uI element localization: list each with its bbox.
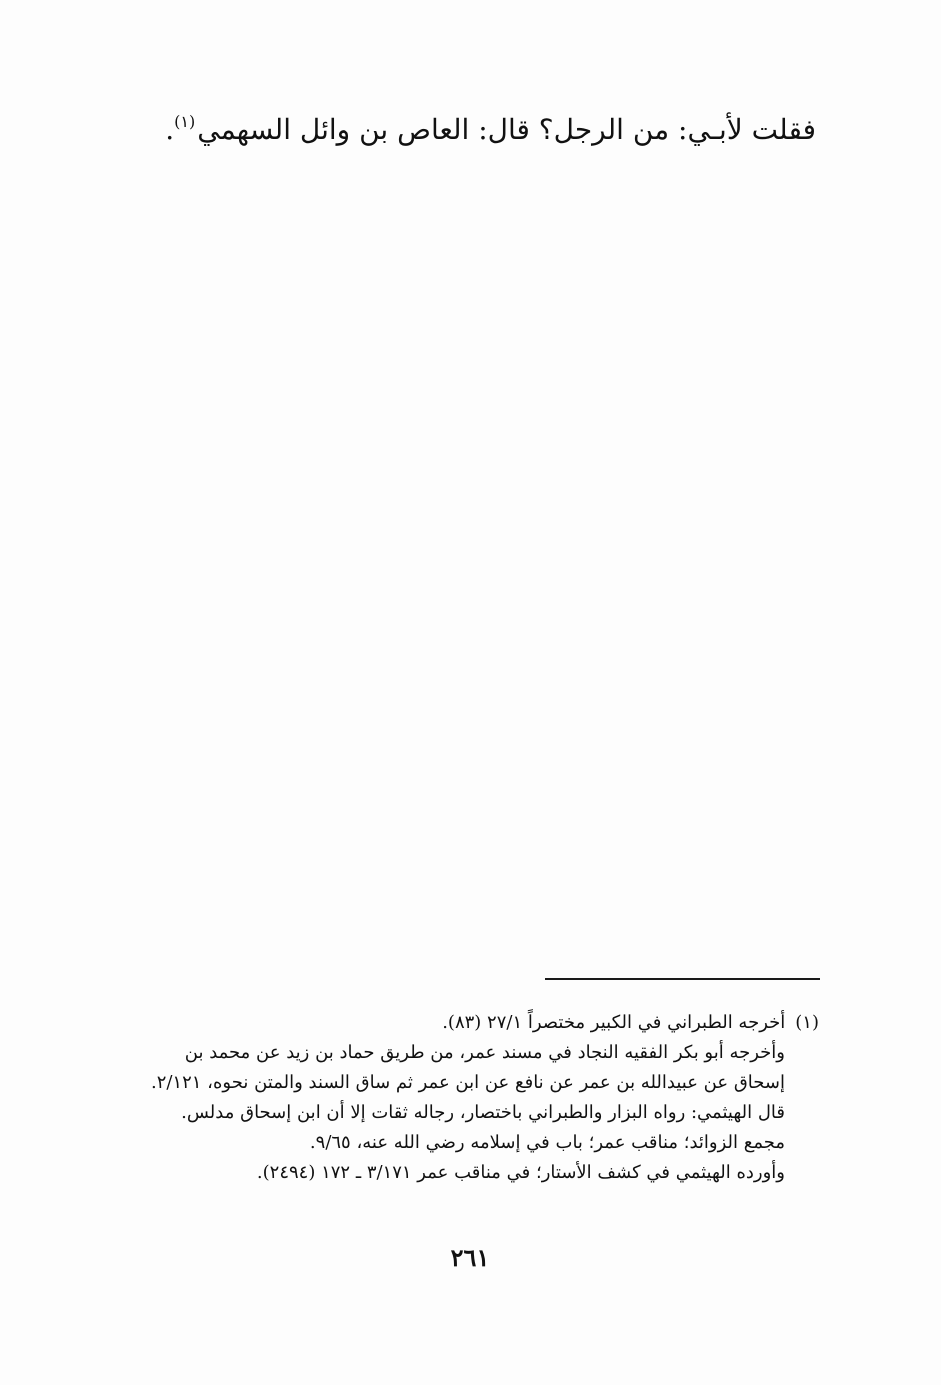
footnote-text: وأورده الهيثمي في كشف الأستار؛ في مناقب عمر ٣/١٧١ ـ ١٧٢ (٢٤٩٤). <box>256 1162 785 1183</box>
footnote-text: إسحاق عن عبيدالله بن عمر عن نافع عن ابن عمر ثم ساق السند والمتن نحوه، ٢/١٢١. <box>150 1072 785 1093</box>
footnote-number: (١) <box>795 1012 819 1033</box>
main-text-line <box>96 98 816 154</box>
footnote-line-4 <box>119 1098 819 1128</box>
footnote-line-3 <box>119 1068 819 1098</box>
footnote-text: قال الهيثمي: رواه البزار والطبراني باختصار، رجاله ثقات إلا أن ابن إسحاق مدلس. <box>181 1102 785 1123</box>
footnote-reference: (١) <box>174 112 196 131</box>
footnote-line-6 <box>119 1158 819 1188</box>
main-text: فقلت لأبـي: من الرجل؟ قال: العاص بن وائل السهمي <box>197 113 816 146</box>
footnote-line-5 <box>119 1128 819 1158</box>
page-number: ٢٦١ <box>450 1243 490 1272</box>
main-text-period: . <box>165 113 175 146</box>
footnote-line-2 <box>119 1038 819 1068</box>
footnote-text: أخرجه الطبراني في الكبير مختصراً ٢٧/١ (٨٣). <box>442 1012 786 1033</box>
footnote-separator <box>545 978 820 980</box>
footnote-line-1 <box>119 1008 819 1038</box>
footnote-text: وأخرجه أبو بكر الفقيه النجاد في مسند عمر، من طريق حماد بن زيد عن محمد بن <box>184 1042 785 1063</box>
footnotes-block <box>119 1008 819 1188</box>
footnote-text: مجمع الزوائد؛ مناقب عمر؛ باب في إسلامه رضي الله عنه، ٩/٦٥. <box>309 1132 785 1153</box>
